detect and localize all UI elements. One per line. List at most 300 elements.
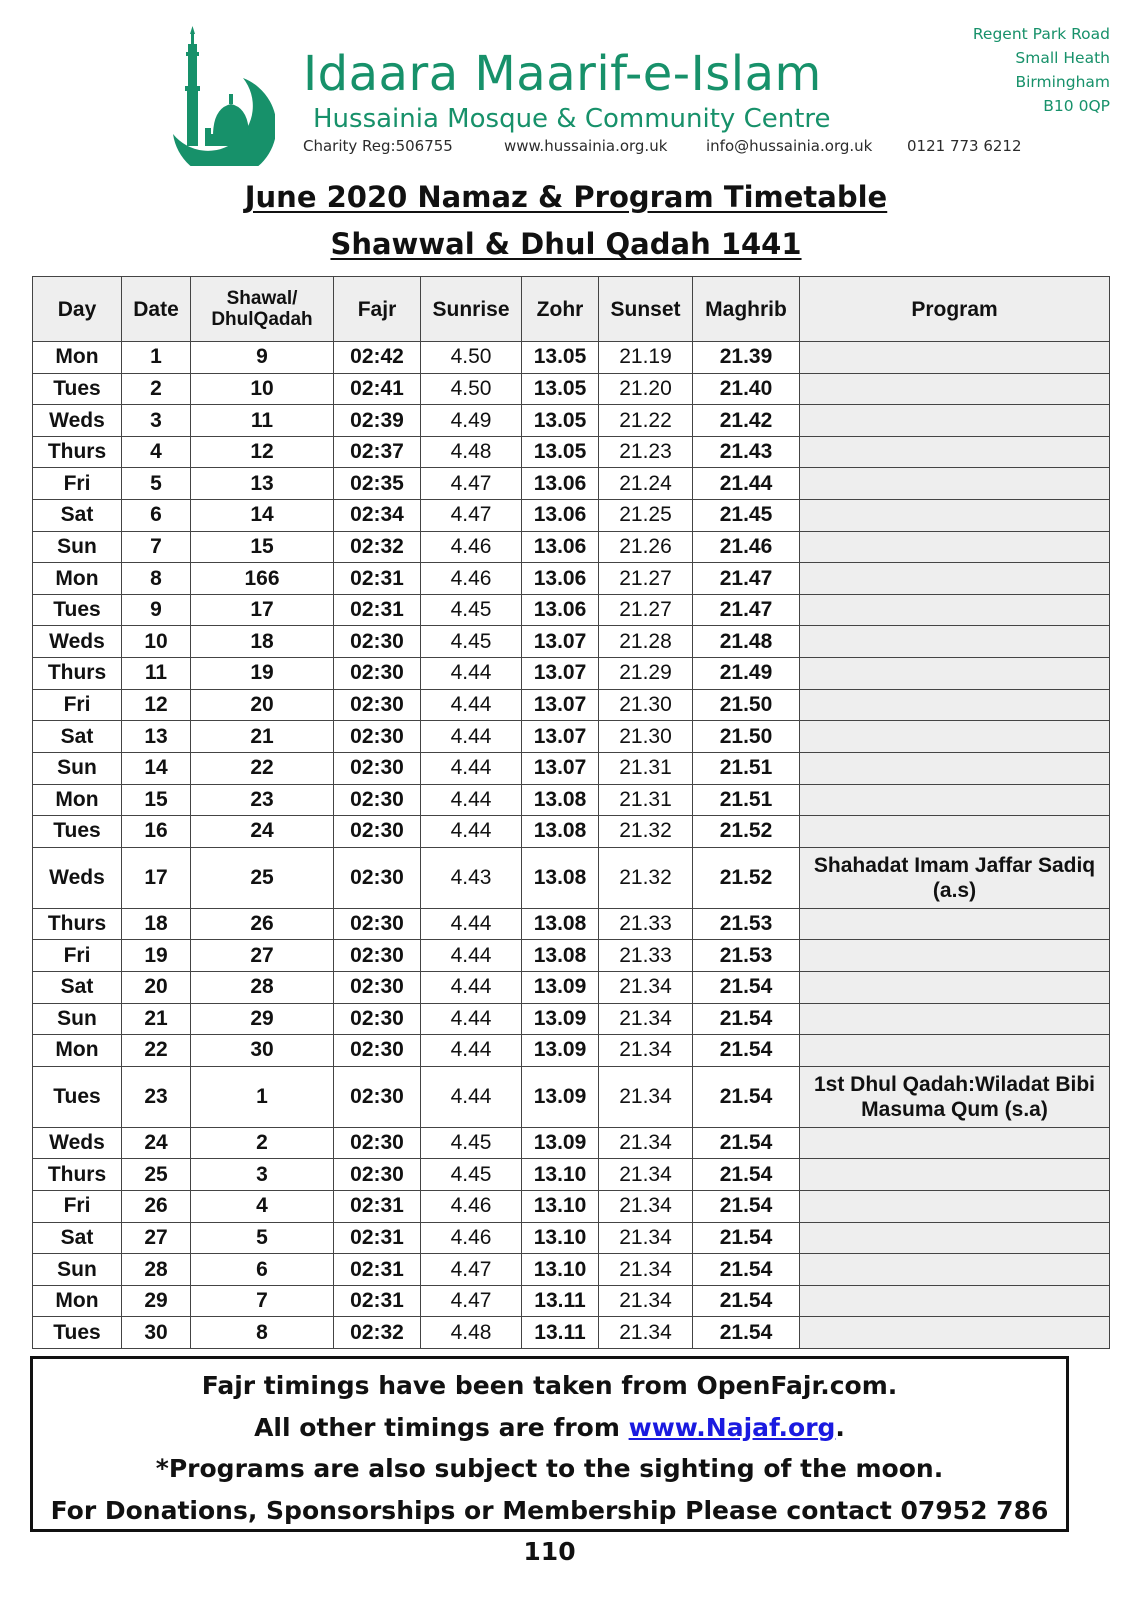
program-cell — [800, 784, 1110, 816]
sunset-cell: 21.34 — [599, 1035, 693, 1067]
sunrise-cell: 4.44 — [421, 816, 522, 848]
maghrib-cell: 21.51 — [693, 784, 800, 816]
column-header: Fajr — [334, 277, 421, 342]
sunset-cell: 21.26 — [599, 531, 693, 563]
program-cell — [800, 971, 1110, 1003]
day-cell: Weds — [33, 626, 122, 658]
zohr-cell: 13.08 — [522, 784, 599, 816]
sunset-cell: 21.20 — [599, 373, 693, 405]
column-header: Date — [122, 277, 191, 342]
column-header: Maghrib — [693, 277, 800, 342]
program-cell — [800, 373, 1110, 405]
day-cell: Tues — [33, 373, 122, 405]
hijri-date-cell: 21 — [191, 721, 334, 753]
sunset-cell: 21.34 — [599, 1066, 693, 1127]
hijri-date-cell: 15 — [191, 531, 334, 563]
maghrib-cell: 21.46 — [693, 531, 800, 563]
date-cell: 27 — [122, 1222, 191, 1254]
footer-line: Fajr timings have been taken from OpenFajr.com. — [201, 1371, 898, 1400]
maghrib-cell: 21.54 — [693, 1285, 800, 1317]
day-cell: Sun — [33, 1003, 122, 1035]
date-cell: 10 — [122, 626, 191, 658]
maghrib-cell: 21.54 — [693, 1222, 800, 1254]
date-cell: 12 — [122, 689, 191, 721]
sunset-cell: 21.29 — [599, 658, 693, 690]
maghrib-cell: 21.52 — [693, 847, 800, 908]
maghrib-cell: 21.54 — [693, 1003, 800, 1035]
sunrise-cell: 4.48 — [421, 436, 522, 468]
hijri-date-cell: 30 — [191, 1035, 334, 1067]
day-cell: Weds — [33, 1127, 122, 1159]
program-cell — [800, 1222, 1110, 1254]
zohr-cell: 13.08 — [522, 908, 599, 940]
zohr-cell: 13.10 — [522, 1159, 599, 1191]
column-header: Sunrise — [421, 277, 522, 342]
date-cell: 5 — [122, 468, 191, 500]
maghrib-cell: 21.50 — [693, 689, 800, 721]
hijri-date-cell: 24 — [191, 816, 334, 848]
hijri-date-cell: 6 — [191, 1254, 334, 1286]
day-cell: Tues — [33, 816, 122, 848]
zohr-cell: 13.06 — [522, 531, 599, 563]
sunrise-cell: 4.44 — [421, 908, 522, 940]
address-line: B10 0QP — [1043, 97, 1110, 115]
column-header: Shawal/ DhulQadah — [191, 277, 334, 342]
hijri-date-cell: 4 — [191, 1191, 334, 1223]
zohr-cell: 13.09 — [522, 1035, 599, 1067]
sunset-cell: 21.30 — [599, 689, 693, 721]
fajr-cell: 02:30 — [334, 940, 421, 972]
date-cell: 30 — [122, 1317, 191, 1349]
table-row — [33, 1159, 1110, 1191]
zohr-cell: 13.09 — [522, 1003, 599, 1035]
table-row — [33, 721, 1110, 753]
maghrib-cell: 21.45 — [693, 500, 800, 532]
sunset-cell: 21.32 — [599, 847, 693, 908]
fajr-cell: 02:30 — [334, 784, 421, 816]
fajr-cell: 02:32 — [334, 1317, 421, 1349]
fajr-cell: 02:30 — [334, 689, 421, 721]
sunset-cell: 21.33 — [599, 908, 693, 940]
address-line: Birmingham — [1015, 73, 1110, 91]
sunrise-cell: 4.47 — [421, 500, 522, 532]
day-cell: Sat — [33, 721, 122, 753]
table-header-row — [33, 277, 1110, 342]
table-row — [33, 940, 1110, 972]
maghrib-cell: 21.54 — [693, 1035, 800, 1067]
program-cell — [800, 721, 1110, 753]
date-cell: 24 — [122, 1127, 191, 1159]
sunrise-cell: 4.45 — [421, 1159, 522, 1191]
date-cell: 17 — [122, 847, 191, 908]
day-cell: Mon — [33, 1285, 122, 1317]
fajr-cell: 02:30 — [334, 1066, 421, 1127]
maghrib-cell: 21.47 — [693, 563, 800, 595]
column-header: Zohr — [522, 277, 599, 342]
column-header: Program — [800, 277, 1110, 342]
program-cell — [800, 594, 1110, 626]
day-cell: Mon — [33, 563, 122, 595]
table-row — [33, 689, 1110, 721]
maghrib-cell: 21.54 — [693, 1191, 800, 1223]
zohr-cell: 13.07 — [522, 658, 599, 690]
fajr-cell: 02:37 — [334, 436, 421, 468]
maghrib-cell: 21.43 — [693, 436, 800, 468]
fajr-cell: 02:30 — [334, 1035, 421, 1067]
sunrise-cell: 4.45 — [421, 594, 522, 626]
sunrise-cell: 4.48 — [421, 1317, 522, 1349]
table-row — [33, 1191, 1110, 1223]
org-name: Idaara Maarif-e-Islam — [303, 46, 822, 102]
day-cell: Fri — [33, 940, 122, 972]
sunset-cell: 21.34 — [599, 1003, 693, 1035]
zohr-cell: 13.11 — [522, 1285, 599, 1317]
sunrise-cell: 4.50 — [421, 373, 522, 405]
fajr-cell: 02:39 — [334, 405, 421, 437]
table-row — [33, 908, 1110, 940]
page-title: June 2020 Namaz & Program Timetable — [244, 180, 888, 214]
address-block — [973, 22, 1110, 118]
day-cell: Fri — [33, 468, 122, 500]
zohr-cell: 13.11 — [522, 1317, 599, 1349]
date-cell: 1 — [122, 342, 191, 374]
program-cell — [800, 342, 1110, 374]
table-row — [33, 373, 1110, 405]
fajr-cell: 02:32 — [334, 531, 421, 563]
table-row — [33, 1222, 1110, 1254]
fajr-cell: 02:31 — [334, 1285, 421, 1317]
program-cell — [800, 1285, 1110, 1317]
fajr-cell: 02:30 — [334, 816, 421, 848]
column-header: Sunset — [599, 277, 693, 342]
table-row — [33, 436, 1110, 468]
mosque-logo-icon — [165, 16, 275, 166]
table-row — [33, 1035, 1110, 1067]
day-cell: Mon — [33, 1035, 122, 1067]
sunrise-cell: 4.44 — [421, 1066, 522, 1127]
zohr-cell: 13.08 — [522, 940, 599, 972]
maghrib-cell: 21.44 — [693, 468, 800, 500]
date-cell: 16 — [122, 816, 191, 848]
table-row — [33, 405, 1110, 437]
maghrib-cell: 21.49 — [693, 658, 800, 690]
date-cell: 25 — [122, 1159, 191, 1191]
sunrise-cell: 4.45 — [421, 626, 522, 658]
zohr-cell: 13.07 — [522, 752, 599, 784]
table-row — [33, 342, 1110, 374]
day-cell: Weds — [33, 405, 122, 437]
table-row — [33, 468, 1110, 500]
zohr-cell: 13.06 — [522, 500, 599, 532]
footer-line: *Programs are also subject to the sighting of the moon. — [155, 1454, 944, 1483]
date-cell: 21 — [122, 1003, 191, 1035]
fajr-cell: 02:41 — [334, 373, 421, 405]
hijri-date-cell: 23 — [191, 784, 334, 816]
zohr-cell: 13.09 — [522, 971, 599, 1003]
sunrise-cell: 4.44 — [421, 971, 522, 1003]
sunset-cell: 21.27 — [599, 563, 693, 595]
date-cell: 3 — [122, 405, 191, 437]
maghrib-cell: 21.48 — [693, 626, 800, 658]
sunset-cell: 21.24 — [599, 468, 693, 500]
program-cell — [800, 626, 1110, 658]
column-header: Day — [33, 277, 122, 342]
program-cell — [800, 1191, 1110, 1223]
hijri-date-cell: 7 — [191, 1285, 334, 1317]
zohr-cell: 13.06 — [522, 594, 599, 626]
sunrise-cell: 4.46 — [421, 1191, 522, 1223]
hijri-date-cell: 20 — [191, 689, 334, 721]
zohr-cell: 13.07 — [522, 689, 599, 721]
fajr-cell: 02:31 — [334, 594, 421, 626]
table-row — [33, 816, 1110, 848]
zohr-cell: 13.05 — [522, 373, 599, 405]
date-cell: 9 — [122, 594, 191, 626]
zohr-cell: 13.10 — [522, 1254, 599, 1286]
page-subtitle: Shawwal & Dhul Qadah 1441 — [330, 227, 802, 261]
footer-line — [33, 1407, 1066, 1449]
hijri-date-cell: 29 — [191, 1003, 334, 1035]
zohr-cell: 13.06 — [522, 563, 599, 595]
hijri-date-cell: 17 — [191, 594, 334, 626]
zohr-cell: 13.06 — [522, 468, 599, 500]
day-cell: Tues — [33, 594, 122, 626]
maghrib-cell: 21.42 — [693, 405, 800, 437]
hijri-date-cell: 26 — [191, 908, 334, 940]
program-cell — [800, 752, 1110, 784]
program-cell: 1st Dhul Qadah:Wiladat Bibi Masuma Qum (s.a) — [800, 1066, 1110, 1127]
hijri-date-cell: 8 — [191, 1317, 334, 1349]
date-cell: 8 — [122, 563, 191, 595]
footer-line: For Donations, Sponsorships or Membership Please contact 07952 786 110 — [50, 1495, 1049, 1566]
program-cell — [800, 468, 1110, 500]
hijri-date-cell: 166 — [191, 563, 334, 595]
date-cell: 4 — [122, 436, 191, 468]
sunset-cell: 21.27 — [599, 594, 693, 626]
sunrise-cell: 4.44 — [421, 784, 522, 816]
charity-reg: Charity Reg:506755 — [303, 137, 453, 155]
address-line: Small Heath — [1015, 49, 1110, 67]
day-cell: Mon — [33, 342, 122, 374]
program-cell — [800, 1127, 1110, 1159]
table-row — [33, 563, 1110, 595]
day-cell: Thurs — [33, 436, 122, 468]
hijri-date-cell: 10 — [191, 373, 334, 405]
fajr-cell: 02:30 — [334, 1003, 421, 1035]
program-cell — [800, 689, 1110, 721]
fajr-cell: 02:31 — [334, 563, 421, 595]
fajr-cell: 02:35 — [334, 468, 421, 500]
sunrise-cell: 4.50 — [421, 342, 522, 374]
zohr-cell: 13.10 — [522, 1222, 599, 1254]
zohr-cell: 13.05 — [522, 436, 599, 468]
zohr-cell: 13.05 — [522, 405, 599, 437]
date-cell: 22 — [122, 1035, 191, 1067]
sunrise-cell: 4.47 — [421, 468, 522, 500]
sunset-cell: 21.34 — [599, 1222, 693, 1254]
day-cell: Thurs — [33, 658, 122, 690]
sunset-cell: 21.19 — [599, 342, 693, 374]
day-cell: Thurs — [33, 1159, 122, 1191]
address-line: Regent Park Road — [972, 25, 1110, 43]
zohr-cell: 13.09 — [522, 1066, 599, 1127]
sunset-cell: 21.34 — [599, 1191, 693, 1223]
sunset-cell: 21.34 — [599, 971, 693, 1003]
fajr-cell: 02:30 — [334, 971, 421, 1003]
maghrib-cell: 21.54 — [693, 1159, 800, 1191]
zohr-cell: 13.10 — [522, 1191, 599, 1223]
sunrise-cell: 4.47 — [421, 1254, 522, 1286]
hijri-date-cell: 25 — [191, 847, 334, 908]
sunset-cell: 21.30 — [599, 721, 693, 753]
zohr-cell: 13.08 — [522, 847, 599, 908]
table-row — [33, 971, 1110, 1003]
day-cell: Mon — [33, 784, 122, 816]
fajr-cell: 02:30 — [334, 721, 421, 753]
maghrib-cell: 21.54 — [693, 1066, 800, 1127]
day-cell: Tues — [33, 1317, 122, 1349]
program-cell — [800, 500, 1110, 532]
sunset-cell: 21.34 — [599, 1127, 693, 1159]
sunset-cell: 21.22 — [599, 405, 693, 437]
fajr-cell: 02:30 — [334, 626, 421, 658]
sunset-cell: 21.34 — [599, 1317, 693, 1349]
sunrise-cell: 4.44 — [421, 1003, 522, 1035]
sunrise-cell: 4.49 — [421, 405, 522, 437]
fajr-cell: 02:30 — [334, 658, 421, 690]
table-row — [33, 658, 1110, 690]
table-row — [33, 531, 1110, 563]
maghrib-cell: 21.51 — [693, 752, 800, 784]
day-cell: Sat — [33, 500, 122, 532]
table-row — [33, 752, 1110, 784]
footer-notes — [30, 1356, 1069, 1566]
sunset-cell: 21.34 — [599, 1159, 693, 1191]
program-cell — [800, 658, 1110, 690]
date-cell: 15 — [122, 784, 191, 816]
table-row — [33, 847, 1110, 908]
fajr-cell: 02:30 — [334, 908, 421, 940]
hijri-date-cell: 27 — [191, 940, 334, 972]
maghrib-cell: 21.54 — [693, 971, 800, 1003]
date-cell: 6 — [122, 500, 191, 532]
day-cell: Sun — [33, 531, 122, 563]
sunset-cell: 21.32 — [599, 816, 693, 848]
table-row — [33, 1066, 1110, 1127]
date-cell: 13 — [122, 721, 191, 753]
date-cell: 7 — [122, 531, 191, 563]
program-cell — [800, 1035, 1110, 1067]
timetable — [32, 276, 1110, 1349]
table-row — [33, 1003, 1110, 1035]
footer-text: All other timings are from — [254, 1412, 629, 1442]
website-link[interactable]: www.hussainia.org.uk — [504, 137, 668, 155]
date-cell: 2 — [122, 373, 191, 405]
fajr-cell: 02:30 — [334, 847, 421, 908]
sunset-cell: 21.25 — [599, 500, 693, 532]
maghrib-cell: 21.54 — [693, 1317, 800, 1349]
sunset-cell: 21.34 — [599, 1285, 693, 1317]
date-cell: 28 — [122, 1254, 191, 1286]
sunrise-cell: 4.46 — [421, 563, 522, 595]
fajr-cell: 02:30 — [334, 752, 421, 784]
maghrib-cell: 21.52 — [693, 816, 800, 848]
day-cell: Sat — [33, 971, 122, 1003]
program-cell — [800, 1159, 1110, 1191]
sunrise-cell: 4.47 — [421, 1285, 522, 1317]
fajr-cell: 02:30 — [334, 1159, 421, 1191]
table-row — [33, 784, 1110, 816]
program-cell — [800, 563, 1110, 595]
table-row — [33, 594, 1110, 626]
date-cell: 11 — [122, 658, 191, 690]
maghrib-cell: 21.39 — [693, 342, 800, 374]
fajr-cell: 02:31 — [334, 1191, 421, 1223]
hijri-date-cell: 2 — [191, 1127, 334, 1159]
fajr-cell: 02:42 — [334, 342, 421, 374]
program-cell — [800, 1254, 1110, 1286]
fajr-cell: 02:31 — [334, 1254, 421, 1286]
date-cell: 14 — [122, 752, 191, 784]
hijri-date-cell: 22 — [191, 752, 334, 784]
hijri-date-cell: 18 — [191, 626, 334, 658]
table-row — [33, 626, 1110, 658]
maghrib-cell: 21.54 — [693, 1127, 800, 1159]
sunset-cell: 21.33 — [599, 940, 693, 972]
sunrise-cell: 4.44 — [421, 752, 522, 784]
zohr-cell: 13.09 — [522, 1127, 599, 1159]
najaf-link[interactable]: www.Najaf.org — [628, 1412, 836, 1442]
sunset-cell: 21.31 — [599, 784, 693, 816]
email-link[interactable]: info@hussainia.org.uk — [706, 137, 873, 155]
maghrib-cell: 21.53 — [693, 908, 800, 940]
date-cell: 20 — [122, 971, 191, 1003]
day-cell: Sun — [33, 1254, 122, 1286]
zohr-cell: 13.07 — [522, 626, 599, 658]
date-cell: 18 — [122, 908, 191, 940]
fajr-cell: 02:30 — [334, 1127, 421, 1159]
hijri-date-cell: 19 — [191, 658, 334, 690]
day-cell: Weds — [33, 847, 122, 908]
day-cell: Tues — [33, 1066, 122, 1127]
sunrise-cell: 4.44 — [421, 658, 522, 690]
sunrise-cell: 4.45 — [421, 1127, 522, 1159]
zohr-cell: 13.08 — [522, 816, 599, 848]
table-row — [33, 1317, 1110, 1349]
program-cell — [800, 405, 1110, 437]
table-row — [33, 1285, 1110, 1317]
timetable-body — [33, 342, 1110, 1349]
day-cell: Thurs — [33, 908, 122, 940]
hijri-date-cell: 13 — [191, 468, 334, 500]
org-subtitle: Hussainia Mosque & Community Centre — [313, 104, 831, 134]
day-cell: Fri — [33, 689, 122, 721]
sunset-cell: 21.28 — [599, 626, 693, 658]
day-cell: Sat — [33, 1222, 122, 1254]
sunrise-cell: 4.43 — [421, 847, 522, 908]
day-cell: Sun — [33, 752, 122, 784]
maghrib-cell: 21.47 — [693, 594, 800, 626]
sunrise-cell: 4.44 — [421, 1035, 522, 1067]
maghrib-cell: 21.50 — [693, 721, 800, 753]
sunrise-cell: 4.44 — [421, 689, 522, 721]
sunrise-cell: 4.46 — [421, 1222, 522, 1254]
hijri-date-cell: 14 — [191, 500, 334, 532]
program-cell — [800, 940, 1110, 972]
date-cell: 23 — [122, 1066, 191, 1127]
program-cell — [800, 816, 1110, 848]
hijri-date-cell: 11 — [191, 405, 334, 437]
